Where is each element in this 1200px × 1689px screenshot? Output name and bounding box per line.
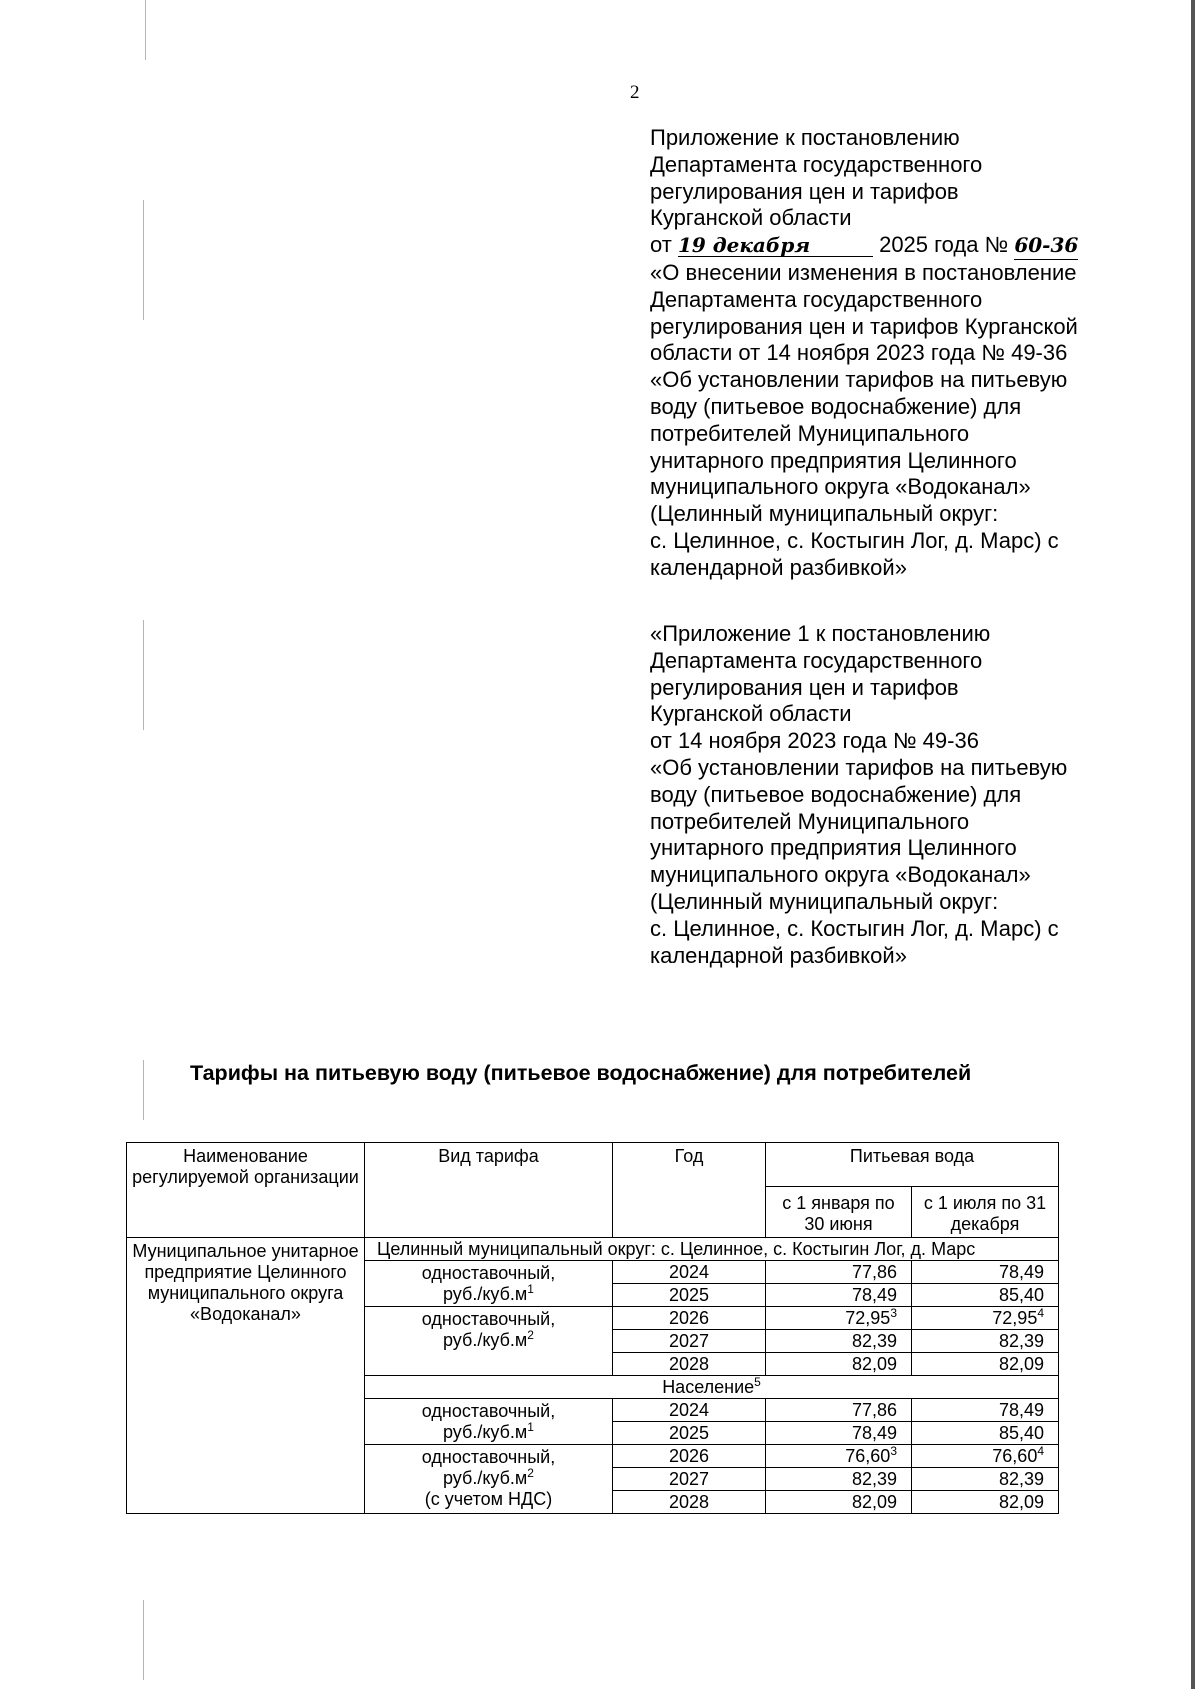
annex-line: с. Целинное, с. Костыгин Лог, д. Марс) с [650,915,1059,941]
tariff-type-cell: одноставочный, $руб./куб.м^1$ [365,1399,613,1445]
annex-line: потребителей Муниципального [650,420,970,446]
date-field [678,234,873,257]
annex-line: (Целинный муниципальный округ: [650,888,999,914]
tariff-value: 78,49 [766,1422,912,1445]
year-cell: 2024 [613,1399,766,1422]
year-cell: 2028 [613,1491,766,1514]
scan-noise-line [145,0,146,60]
annex-line: муниципального округа «Водоканал» [650,474,1031,500]
tariff-table [126,1142,1059,1514]
tariff-value: 85,40 [912,1422,1059,1445]
year-cell: 2025 [613,1422,766,1445]
date-prefix: от [650,232,672,258]
tariff-value: 82,39 [912,1330,1059,1353]
table-title: Тарифы на питьевую воду (питьевое водоснабжение) для потребителей [190,1061,972,1085]
tariff-type-cell: одноставочный, $руб./куб.м^2$ (с учетом НДС) [365,1445,613,1514]
annex-line: потребителей Муниципального [650,808,970,834]
annex-line: календарной разбивкой» [650,942,907,968]
header-period-2: с 1 июля по 31 декабря [912,1187,1059,1238]
scan-noise-line [143,620,144,730]
tariff-value: 72,95$^3$ [766,1307,912,1330]
tariff-value: 76,60$^3$ [766,1445,912,1468]
header-year: Год [613,1143,766,1238]
tariff-value: 82,09 [766,1353,912,1376]
annex-line: воду (питьевое водоснабжение) для [650,781,1022,807]
tariff-value: 77,86 [766,1261,912,1284]
tariff-value: 82,39 [766,1468,912,1491]
tariff-value: 77,86 [766,1399,912,1422]
tariff-value: 76,60$^4$ [912,1445,1059,1468]
year-cell: 2028 [613,1353,766,1376]
handwritten-date: 19 декабря [677,233,811,258]
year-cell: 2027 [613,1330,766,1353]
tariff-value: 82,09 [912,1353,1059,1376]
tariff-value: 72,95$^4$ [912,1307,1059,1330]
annex-block-original [650,621,1120,969]
annex-block-amendment [650,125,1120,582]
tariff-value: 82,39 [766,1330,912,1353]
section-title: Население$^5$ [365,1376,1059,1399]
annex-line: Приложение к постановлению [650,125,960,150]
organization-cell: Муниципальное унитарное предприятие Целинного муниципального округа «Водоканал» [127,1238,365,1514]
scan-edge [1191,0,1195,1689]
scan-noise-line [143,200,144,320]
header-period-1: с 1 января по 30 июня [766,1187,912,1238]
annex-line: регулирования цен и тарифов [650,674,959,700]
annex-line: «Об установлении тарифов на питьевую [650,367,1068,393]
scan-noise-line [143,1600,144,1680]
page-number: 2 [630,82,640,103]
date-year-text: 2025 года № [879,232,1009,258]
annex-line: Департамента государственного [650,647,983,673]
annex-line: муниципального округа «Водоканал» [650,862,1031,888]
header-organization: Наименование регулируемой организации [127,1143,365,1238]
year-cell: 2026 [613,1445,766,1468]
annex-line: (Целинный муниципальный округ: [650,501,999,527]
annex-line: области от 14 ноября 2023 года № 49-36 [650,340,1068,366]
date-line [650,232,1120,260]
section-title: Целинный муниципальный округ: с. Целинное, с. Костыгин Лог, д. Марс [365,1238,1059,1261]
annex-line: от 14 ноября 2023 года № 49-36 [650,728,979,754]
annex-line: унитарного предприятия Целинного [650,835,1017,861]
annex-line: «О внесении изменения в постановление [650,259,1077,285]
annex-line: Департамента государственного [650,151,983,177]
annex-line: Курганской области [650,205,852,231]
year-cell: 2024 [613,1261,766,1284]
annex-line: с. Целинное, с. Костыгин Лог, д. Марс) с [650,527,1059,553]
annex-line: Департамента государственного [650,286,983,312]
annex-line: унитарного предприятия Целинного [650,447,1017,473]
tariff-value: 78,49 [912,1261,1059,1284]
handwritten-number: 60-36 [1014,232,1078,260]
year-cell: 2025 [613,1284,766,1307]
annex-line: Курганской области [650,701,852,727]
annex-line: регулирования цен и тарифов Курганской [650,313,1078,339]
tariff-value: 82,09 [766,1491,912,1514]
tariff-type-cell: одноставочный, $руб./куб.м^2$ [365,1307,613,1376]
annex-line: воду (питьевое водоснабжение) для [650,393,1022,419]
tariff-value: 85,40 [912,1284,1059,1307]
annex-line: календарной разбивкой» [650,554,907,580]
tariff-type-cell: одноставочный, $руб./куб.м^1$ [365,1261,613,1307]
annex-line: регулирования цен и тарифов [650,178,959,204]
year-cell: 2026 [613,1307,766,1330]
header-tariff-type: Вид тарифа [365,1143,613,1238]
annex-line: «Приложение 1 к постановлению [650,621,991,646]
tariff-value: 82,39 [912,1468,1059,1491]
tariff-value: 78,49 [912,1399,1059,1422]
tariff-value: 82,09 [912,1491,1059,1514]
annex-line: «Об установлении тарифов на питьевую [650,754,1068,780]
scan-noise-line [143,1060,144,1120]
year-cell: 2027 [613,1468,766,1491]
header-drinking-water: Питьевая вода [766,1143,1059,1187]
tariff-value: 78,49 [766,1284,912,1307]
